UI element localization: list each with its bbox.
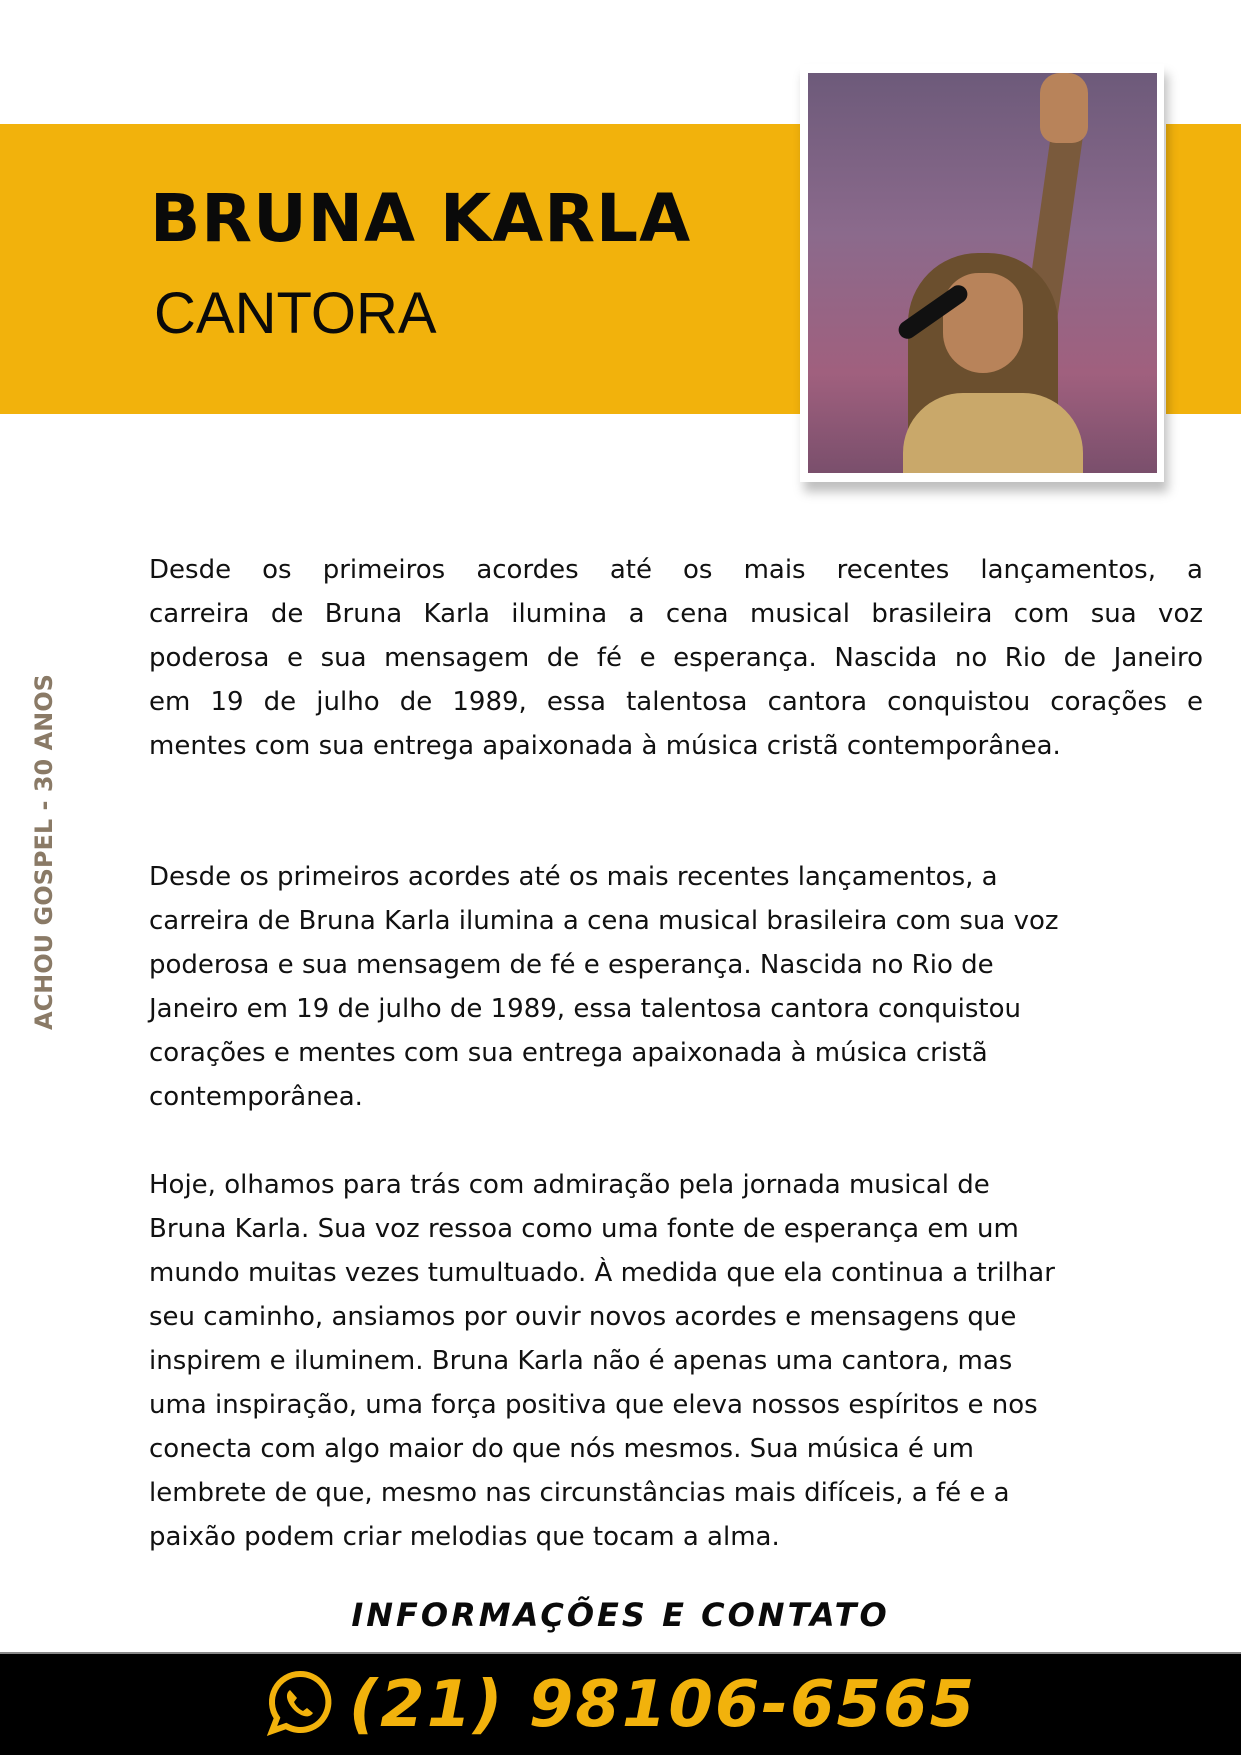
text-line: poderosa e sua mensagem de fé e esperança. Nascida no Rio de Janeiro xyxy=(149,643,1203,673)
artist-photo-frame xyxy=(800,64,1164,482)
phone-contact[interactable] xyxy=(0,1654,1241,1755)
text-line: conecta com algo maior do que nós mesmos. Sua música é um xyxy=(149,1434,974,1464)
header-band-right xyxy=(1166,124,1241,414)
text-line: em 19 de julho de 1989, essa talentosa cantora conquistou corações e xyxy=(149,687,1203,717)
artist-photo xyxy=(808,73,1157,473)
phone-number[interactable]: (21) 98106-6565 xyxy=(348,1667,977,1742)
text-line: poderosa e sua mensagem de fé e esperança. Nascida no Rio de xyxy=(149,950,994,980)
text-line: Janeiro em 19 de julho de 1989, essa talentosa cantora conquistou xyxy=(149,994,1021,1024)
text-line: seu caminho, ansiamos por ouvir novos acordes e mensagens que xyxy=(149,1302,1017,1332)
text-line: Hoje, olhamos para trás com admiração pela jornada musical de xyxy=(149,1170,990,1200)
text-line: paixão podem criar melodias que tocam a alma. xyxy=(149,1522,780,1552)
text-line: Desde os primeiros acordes até os mais recentes lançamentos, a xyxy=(149,862,998,892)
contact-heading: INFORMAÇÕES E CONTATO xyxy=(351,1596,890,1634)
text-line: carreira de Bruna Karla ilumina a cena musical brasileira com sua voz xyxy=(149,906,1059,936)
whatsapp-icon xyxy=(265,1668,335,1742)
text-line: carreira de Bruna Karla ilumina a cena musical brasileira com sua voz xyxy=(149,599,1203,629)
text-line: inspirem e iluminem. Bruna Karla não é apenas uma cantora, mas xyxy=(149,1346,1013,1376)
text-line: contemporânea. xyxy=(149,1082,363,1112)
text-line: mentes com sua entrega apaixonada à música cristã contemporânea. xyxy=(149,731,1061,761)
text-line: mundo muitas vezes tumultuado. À medida que ela continua a trilhar xyxy=(149,1258,1055,1288)
paragraph-2 xyxy=(149,855,1203,1119)
header-band-left xyxy=(0,124,801,414)
contact-bar xyxy=(0,1652,1241,1755)
text-line: Bruna Karla. Sua voz ressoa como uma fonte de esperança em um xyxy=(149,1214,1019,1244)
text-line: uma inspiração, uma força positiva que eleva nossos espíritos e nos xyxy=(149,1390,1038,1420)
text-line: lembrete de que, mesmo nas circunstâncias mais difíceis, a fé e a xyxy=(149,1478,1010,1508)
sidebar-label: ACHOU GOSPEL - 30 ANOS xyxy=(30,674,58,1030)
paragraph-3 xyxy=(149,1163,1203,1559)
text-line: corações e mentes com sua entrega apaixonada à música cristã xyxy=(149,1038,988,1068)
paragraph-1 xyxy=(149,548,1203,768)
artist-role: CANTORA xyxy=(154,281,437,346)
artist-name: BRUNA KARLA xyxy=(150,180,692,257)
text-line: Desde os primeiros acordes até os mais recentes lançamentos, a xyxy=(149,555,1203,585)
